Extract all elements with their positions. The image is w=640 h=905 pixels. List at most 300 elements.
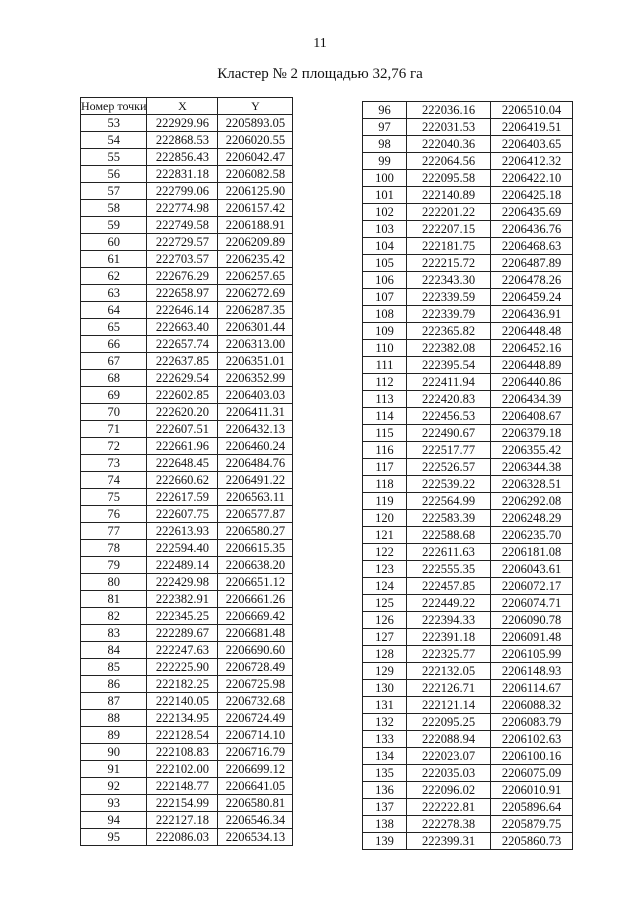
table-row xyxy=(363,629,573,646)
cell-x: 222629.54 xyxy=(147,370,218,387)
cell-y: 2206344.38 xyxy=(491,459,573,476)
cell-point-number: 135 xyxy=(363,765,407,782)
table-row xyxy=(363,340,573,357)
table-row xyxy=(363,476,573,493)
cell-x: 222660.62 xyxy=(147,472,218,489)
cell-x: 222617.59 xyxy=(147,489,218,506)
cell-x: 222247.63 xyxy=(147,642,218,659)
cell-point-number: 122 xyxy=(363,544,407,561)
cell-y: 2206580.81 xyxy=(218,795,293,812)
cell-x: 222526.57 xyxy=(407,459,491,476)
cell-point-number: 73 xyxy=(81,455,147,472)
table-row xyxy=(81,557,293,574)
cell-x: 222134.95 xyxy=(147,710,218,727)
table-row xyxy=(363,136,573,153)
table-row xyxy=(81,200,293,217)
cell-y: 2206491.22 xyxy=(218,472,293,489)
cell-point-number: 53 xyxy=(81,115,147,132)
cell-y: 2206725.98 xyxy=(218,676,293,693)
cell-point-number: 138 xyxy=(363,816,407,833)
cell-point-number: 102 xyxy=(363,204,407,221)
table-row xyxy=(81,387,293,404)
cell-x: 222382.08 xyxy=(407,340,491,357)
cell-point-number: 89 xyxy=(81,727,147,744)
cell-y: 2206355.42 xyxy=(491,442,573,459)
cell-x: 222517.77 xyxy=(407,442,491,459)
table-row xyxy=(81,659,293,676)
table-row xyxy=(363,119,573,136)
cell-y: 2206287.35 xyxy=(218,302,293,319)
coordinates-table-left xyxy=(80,97,293,846)
cell-point-number: 83 xyxy=(81,625,147,642)
table-row xyxy=(81,251,293,268)
cell-point-number: 90 xyxy=(81,744,147,761)
table-row xyxy=(81,285,293,302)
cell-x: 222703.57 xyxy=(147,251,218,268)
cell-y: 2206422.10 xyxy=(491,170,573,187)
cell-x: 222339.79 xyxy=(407,306,491,323)
cell-y: 2206292.08 xyxy=(491,493,573,510)
cell-x: 222657.74 xyxy=(147,336,218,353)
cell-x: 222555.35 xyxy=(407,561,491,578)
table-row xyxy=(81,761,293,778)
cell-y: 2206425.18 xyxy=(491,187,573,204)
cell-y: 2205893.05 xyxy=(218,115,293,132)
cell-x: 222140.89 xyxy=(407,187,491,204)
table-row xyxy=(363,663,573,680)
cell-point-number: 60 xyxy=(81,234,147,251)
cell-point-number: 113 xyxy=(363,391,407,408)
table-row xyxy=(81,115,293,132)
cell-y: 2206301.44 xyxy=(218,319,293,336)
cell-point-number: 137 xyxy=(363,799,407,816)
cell-point-number: 71 xyxy=(81,421,147,438)
cell-x: 222583.39 xyxy=(407,510,491,527)
table-row xyxy=(363,782,573,799)
cell-point-number: 124 xyxy=(363,578,407,595)
table-row xyxy=(81,132,293,149)
cell-point-number: 97 xyxy=(363,119,407,136)
cell-y: 2206272.69 xyxy=(218,285,293,302)
cell-x: 222648.45 xyxy=(147,455,218,472)
cell-y: 2206408.67 xyxy=(491,408,573,425)
table-row xyxy=(81,693,293,710)
table-row xyxy=(81,421,293,438)
cell-x: 222225.90 xyxy=(147,659,218,676)
cell-point-number: 72 xyxy=(81,438,147,455)
cell-y: 2206448.48 xyxy=(491,323,573,340)
cell-x: 222449.22 xyxy=(407,595,491,612)
cell-y: 2206580.27 xyxy=(218,523,293,540)
cell-x: 222095.25 xyxy=(407,714,491,731)
cell-y: 2206235.42 xyxy=(218,251,293,268)
cell-point-number: 93 xyxy=(81,795,147,812)
cell-x: 222831.18 xyxy=(147,166,218,183)
cell-point-number: 82 xyxy=(81,608,147,625)
cell-y: 2206724.49 xyxy=(218,710,293,727)
cell-point-number: 101 xyxy=(363,187,407,204)
cell-y: 2206403.03 xyxy=(218,387,293,404)
cell-y: 2206436.91 xyxy=(491,306,573,323)
table-row xyxy=(363,816,573,833)
table-row xyxy=(81,489,293,506)
table-row xyxy=(363,833,573,850)
cell-point-number: 132 xyxy=(363,714,407,731)
cell-y: 2206352.99 xyxy=(218,370,293,387)
cell-y: 2206484.76 xyxy=(218,455,293,472)
cell-y: 2206478.26 xyxy=(491,272,573,289)
cell-x: 222040.36 xyxy=(407,136,491,153)
cell-y: 2206082.58 xyxy=(218,166,293,183)
cell-point-number: 125 xyxy=(363,595,407,612)
table-row xyxy=(363,544,573,561)
table-row xyxy=(363,408,573,425)
table-row xyxy=(81,829,293,846)
table-row xyxy=(81,268,293,285)
cell-y: 2206209.89 xyxy=(218,234,293,251)
cell-y: 2206403.65 xyxy=(491,136,573,153)
table-row xyxy=(81,438,293,455)
cell-point-number: 92 xyxy=(81,778,147,795)
cell-x: 222620.20 xyxy=(147,404,218,421)
table-row xyxy=(363,799,573,816)
cell-x: 222429.98 xyxy=(147,574,218,591)
table-row xyxy=(81,166,293,183)
cell-point-number: 117 xyxy=(363,459,407,476)
cell-point-number: 106 xyxy=(363,272,407,289)
cell-point-number: 77 xyxy=(81,523,147,540)
cell-x: 222399.31 xyxy=(407,833,491,850)
cell-y: 2206436.76 xyxy=(491,221,573,238)
cell-y: 2206248.29 xyxy=(491,510,573,527)
table-row xyxy=(81,778,293,795)
cell-y: 2206100.16 xyxy=(491,748,573,765)
cell-y: 2205860.73 xyxy=(491,833,573,850)
cell-y: 2206379.18 xyxy=(491,425,573,442)
cell-x: 222607.51 xyxy=(147,421,218,438)
table-row xyxy=(363,306,573,323)
cell-point-number: 61 xyxy=(81,251,147,268)
cell-point-number: 136 xyxy=(363,782,407,799)
table-row xyxy=(81,217,293,234)
cell-y: 2206563.11 xyxy=(218,489,293,506)
table-row xyxy=(363,425,573,442)
cell-x: 222127.18 xyxy=(147,812,218,829)
table-row xyxy=(363,765,573,782)
cell-point-number: 103 xyxy=(363,221,407,238)
cell-point-number: 128 xyxy=(363,646,407,663)
cell-y: 2206460.24 xyxy=(218,438,293,455)
cell-x: 222201.22 xyxy=(407,204,491,221)
cell-y: 2206188.91 xyxy=(218,217,293,234)
table-row xyxy=(363,323,573,340)
table-row xyxy=(81,302,293,319)
cell-point-number: 110 xyxy=(363,340,407,357)
cell-y: 2206074.71 xyxy=(491,595,573,612)
cell-x: 222456.53 xyxy=(407,408,491,425)
cell-point-number: 100 xyxy=(363,170,407,187)
table-row xyxy=(81,591,293,608)
cell-point-number: 58 xyxy=(81,200,147,217)
cell-point-number: 66 xyxy=(81,336,147,353)
table-row xyxy=(363,731,573,748)
table-row xyxy=(81,523,293,540)
table-row xyxy=(81,540,293,557)
cell-y: 2206452.16 xyxy=(491,340,573,357)
cell-x: 222086.03 xyxy=(147,829,218,846)
cell-y: 2206328.51 xyxy=(491,476,573,493)
table-row xyxy=(363,170,573,187)
cell-y: 2206072.17 xyxy=(491,578,573,595)
cell-y: 2206661.26 xyxy=(218,591,293,608)
cell-point-number: 133 xyxy=(363,731,407,748)
table-row xyxy=(363,595,573,612)
table-row xyxy=(363,646,573,663)
table-row xyxy=(363,272,573,289)
cell-x: 222637.85 xyxy=(147,353,218,370)
table-row xyxy=(81,608,293,625)
cell-x: 222394.33 xyxy=(407,612,491,629)
cell-y: 2206257.65 xyxy=(218,268,293,285)
table-row xyxy=(363,374,573,391)
cell-x: 222126.71 xyxy=(407,680,491,697)
cell-x: 222215.72 xyxy=(407,255,491,272)
cell-point-number: 68 xyxy=(81,370,147,387)
cell-y: 2206235.70 xyxy=(491,527,573,544)
cell-x: 222121.14 xyxy=(407,697,491,714)
cell-x: 222929.96 xyxy=(147,115,218,132)
cell-x: 222148.77 xyxy=(147,778,218,795)
cell-y: 2206690.60 xyxy=(218,642,293,659)
cell-x: 222095.58 xyxy=(407,170,491,187)
cell-point-number: 80 xyxy=(81,574,147,591)
table-row xyxy=(81,795,293,812)
cell-point-number: 54 xyxy=(81,132,147,149)
table-row xyxy=(363,697,573,714)
cell-x: 222128.54 xyxy=(147,727,218,744)
cell-y: 2206313.00 xyxy=(218,336,293,353)
cell-y: 2206351.01 xyxy=(218,353,293,370)
cell-y: 2206434.39 xyxy=(491,391,573,408)
cell-point-number: 108 xyxy=(363,306,407,323)
cell-point-number: 98 xyxy=(363,136,407,153)
cell-x: 222339.59 xyxy=(407,289,491,306)
cell-x: 222676.29 xyxy=(147,268,218,285)
cell-point-number: 63 xyxy=(81,285,147,302)
cell-point-number: 129 xyxy=(363,663,407,680)
cell-point-number: 126 xyxy=(363,612,407,629)
cell-x: 222658.97 xyxy=(147,285,218,302)
cell-point-number: 107 xyxy=(363,289,407,306)
cell-point-number: 57 xyxy=(81,183,147,200)
cell-x: 222102.00 xyxy=(147,761,218,778)
cell-x: 222420.83 xyxy=(407,391,491,408)
table-row xyxy=(81,676,293,693)
cell-y: 2206468.63 xyxy=(491,238,573,255)
header-y: Y xyxy=(218,98,293,115)
table-row xyxy=(363,221,573,238)
cell-x: 222132.05 xyxy=(407,663,491,680)
cell-y: 2206651.12 xyxy=(218,574,293,591)
cell-point-number: 65 xyxy=(81,319,147,336)
table-row xyxy=(81,744,293,761)
cell-point-number: 95 xyxy=(81,829,147,846)
cell-y: 2206419.51 xyxy=(491,119,573,136)
cell-x: 222031.53 xyxy=(407,119,491,136)
cell-y: 2205896.64 xyxy=(491,799,573,816)
cell-point-number: 114 xyxy=(363,408,407,425)
table-row xyxy=(363,255,573,272)
cell-x: 222108.83 xyxy=(147,744,218,761)
cell-y: 2206125.90 xyxy=(218,183,293,200)
cell-point-number: 55 xyxy=(81,149,147,166)
cell-x: 222154.99 xyxy=(147,795,218,812)
table-row xyxy=(363,527,573,544)
cell-point-number: 74 xyxy=(81,472,147,489)
cell-point-number: 112 xyxy=(363,374,407,391)
cell-x: 222588.68 xyxy=(407,527,491,544)
table-row xyxy=(81,574,293,591)
cell-x: 222064.56 xyxy=(407,153,491,170)
cell-point-number: 127 xyxy=(363,629,407,646)
cell-y: 2206432.13 xyxy=(218,421,293,438)
table-row xyxy=(363,612,573,629)
table-row xyxy=(363,510,573,527)
cell-y: 2206440.86 xyxy=(491,374,573,391)
cell-x: 222607.75 xyxy=(147,506,218,523)
header-x: X xyxy=(147,98,218,115)
cell-x: 222140.05 xyxy=(147,693,218,710)
cell-point-number: 96 xyxy=(363,102,407,119)
cell-x: 222749.58 xyxy=(147,217,218,234)
cell-y: 2206105.99 xyxy=(491,646,573,663)
cell-y: 2206546.34 xyxy=(218,812,293,829)
table-row xyxy=(363,238,573,255)
cell-y: 2206181.08 xyxy=(491,544,573,561)
cell-point-number: 94 xyxy=(81,812,147,829)
cell-x: 222391.18 xyxy=(407,629,491,646)
cell-x: 222868.53 xyxy=(147,132,218,149)
cell-y: 2206577.87 xyxy=(218,506,293,523)
table-row xyxy=(363,391,573,408)
cell-y: 2206487.89 xyxy=(491,255,573,272)
cell-x: 222365.82 xyxy=(407,323,491,340)
cell-x: 222613.93 xyxy=(147,523,218,540)
cell-y: 2206732.68 xyxy=(218,693,293,710)
cell-y: 2206148.93 xyxy=(491,663,573,680)
table-row xyxy=(81,319,293,336)
cell-x: 222411.94 xyxy=(407,374,491,391)
cell-point-number: 105 xyxy=(363,255,407,272)
cell-point-number: 67 xyxy=(81,353,147,370)
table-row xyxy=(81,625,293,642)
cell-y: 2206010.91 xyxy=(491,782,573,799)
page-number: 11 xyxy=(313,36,327,51)
cell-point-number: 70 xyxy=(81,404,147,421)
table-body-left xyxy=(81,115,293,846)
cell-point-number: 91 xyxy=(81,761,147,778)
cell-x: 222729.57 xyxy=(147,234,218,251)
table-row xyxy=(363,102,573,119)
table-row xyxy=(363,187,573,204)
cell-y: 2206075.09 xyxy=(491,765,573,782)
table-row xyxy=(81,336,293,353)
cell-point-number: 78 xyxy=(81,540,147,557)
table-row xyxy=(81,404,293,421)
cell-x: 222594.40 xyxy=(147,540,218,557)
cell-x: 222222.81 xyxy=(407,799,491,816)
cell-point-number: 99 xyxy=(363,153,407,170)
cell-x: 222035.03 xyxy=(407,765,491,782)
cell-x: 222289.67 xyxy=(147,625,218,642)
cell-point-number: 88 xyxy=(81,710,147,727)
cell-y: 2206641.05 xyxy=(218,778,293,795)
cell-y: 2206510.04 xyxy=(491,102,573,119)
cell-y: 2206669.42 xyxy=(218,608,293,625)
table-row xyxy=(363,493,573,510)
table-row xyxy=(81,506,293,523)
table-row xyxy=(363,357,573,374)
cell-point-number: 109 xyxy=(363,323,407,340)
cell-y: 2206534.13 xyxy=(218,829,293,846)
cell-x: 222646.14 xyxy=(147,302,218,319)
cell-point-number: 56 xyxy=(81,166,147,183)
cell-point-number: 123 xyxy=(363,561,407,578)
table-row xyxy=(81,710,293,727)
cell-y: 2206716.79 xyxy=(218,744,293,761)
cell-x: 222611.63 xyxy=(407,544,491,561)
table-row xyxy=(363,714,573,731)
cell-point-number: 130 xyxy=(363,680,407,697)
table-body-right xyxy=(363,102,573,850)
table-row xyxy=(81,234,293,251)
cell-y: 2206020.55 xyxy=(218,132,293,149)
cell-x: 222856.43 xyxy=(147,149,218,166)
cell-point-number: 81 xyxy=(81,591,147,608)
cell-point-number: 120 xyxy=(363,510,407,527)
cell-point-number: 75 xyxy=(81,489,147,506)
cell-point-number: 69 xyxy=(81,387,147,404)
header-point-number: Номер точки xyxy=(81,98,147,113)
cell-y: 2206088.32 xyxy=(491,697,573,714)
table-row xyxy=(81,642,293,659)
cell-x: 222278.38 xyxy=(407,816,491,833)
cell-x: 222490.67 xyxy=(407,425,491,442)
cell-point-number: 139 xyxy=(363,833,407,850)
table-row xyxy=(81,183,293,200)
cell-point-number: 86 xyxy=(81,676,147,693)
cell-y: 2206090.78 xyxy=(491,612,573,629)
cell-point-number: 111 xyxy=(363,357,407,374)
cell-point-number: 119 xyxy=(363,493,407,510)
cell-y: 2206043.61 xyxy=(491,561,573,578)
cell-y: 2206091.48 xyxy=(491,629,573,646)
cell-y: 2206615.35 xyxy=(218,540,293,557)
table-row xyxy=(363,680,573,697)
cell-x: 222774.98 xyxy=(147,200,218,217)
cell-y: 2206114.67 xyxy=(491,680,573,697)
cell-x: 222564.99 xyxy=(407,493,491,510)
cell-x: 222023.07 xyxy=(407,748,491,765)
cell-y: 2206412.32 xyxy=(491,153,573,170)
cell-y: 2206083.79 xyxy=(491,714,573,731)
cell-y: 2206448.89 xyxy=(491,357,573,374)
cell-x: 222602.85 xyxy=(147,387,218,404)
table-row xyxy=(363,442,573,459)
cell-x: 222799.06 xyxy=(147,183,218,200)
cell-y: 2206728.49 xyxy=(218,659,293,676)
table-row xyxy=(81,149,293,166)
